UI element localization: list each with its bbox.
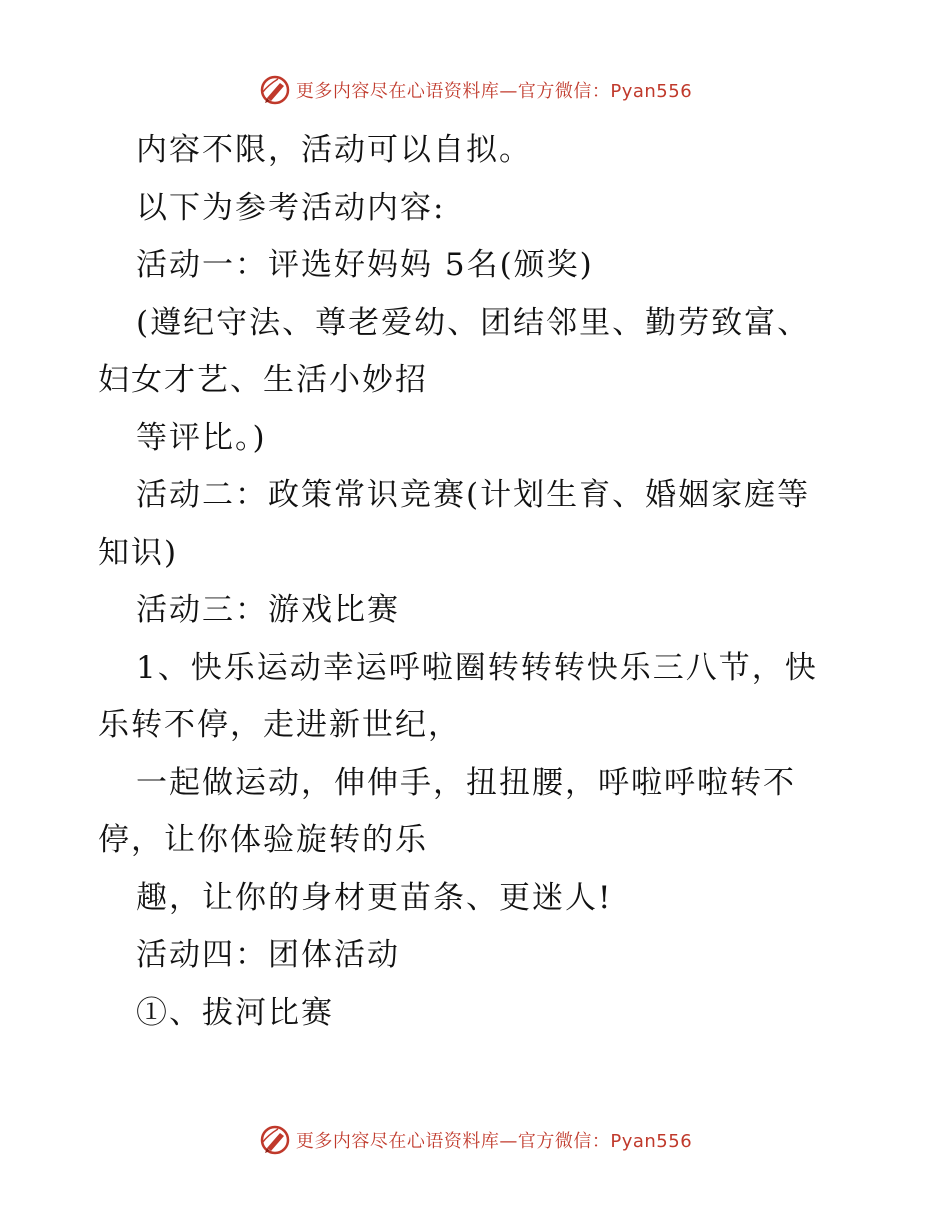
pen-logo-icon [258,1123,292,1157]
text-line: 以下为参考活动内容: [136,189,446,226]
header-banner [0,70,950,110]
text-line: 妇女才艺、生活小妙招 [98,362,428,398]
footer-banner [0,1120,950,1160]
document-body [98,122,838,1042]
text-line: 等评比。) [136,419,267,456]
text-line: 停，让你体验旋转的乐 [98,822,428,858]
text-line: 活动一：评选好妈妈 5名(颁奖) [136,247,594,283]
footer-banner-text: 更多内容尽在心语资料库—官方微信：Pyan556 [295,1131,693,1152]
text-line: ①、拔河比赛 [136,994,334,1031]
text-line: 趣，让你的身材更苗条、更迷人! [136,879,613,916]
pen-logo-icon [258,73,292,107]
text-line: 活动四：团体活动 [136,937,400,973]
text-line: 活动三：游戏比赛 [136,592,400,628]
text-line: (遵纪守法、尊老爱幼、团结邻里、勤劳致富、 [136,304,811,341]
text-line: 1、快乐运动幸运呼啦圈转转转快乐三八节，快 [136,649,818,686]
text-line: 乐转不停，走进新世纪， [98,707,461,743]
text-line: 一起做运动，伸伸手，扭扭腰，呼啦呼啦转不 [136,764,796,801]
text-line: 知识) [98,534,179,571]
text-line: 内容不限，活动可以自拟。 [136,132,532,168]
text-line: 活动二：政策常识竞赛(计划生育、婚姻家庭等 [136,477,811,513]
header-banner-text: 更多内容尽在心语资料库—官方微信：Pyan556 [295,81,693,102]
